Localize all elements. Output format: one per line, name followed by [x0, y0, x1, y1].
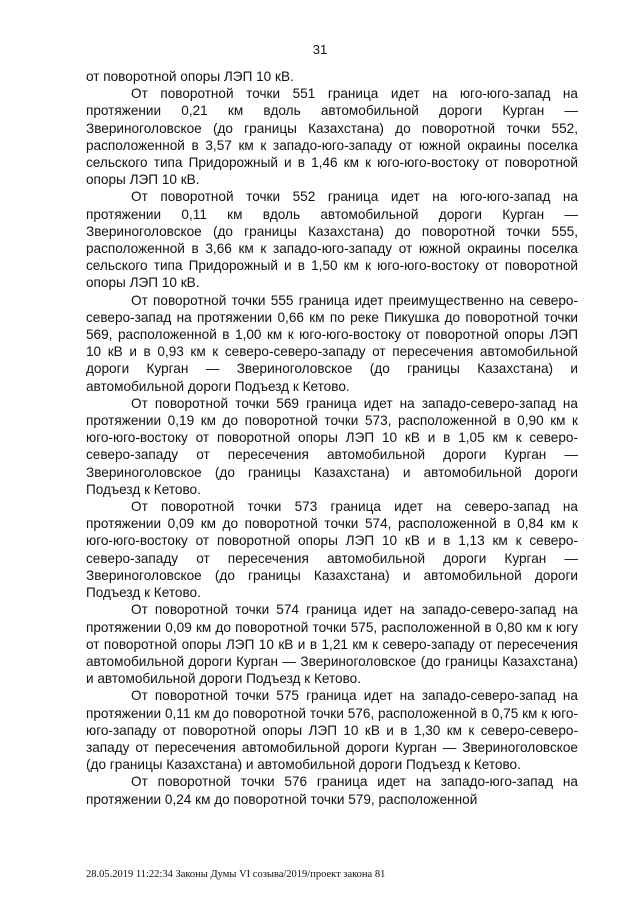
paragraph-point-551: От поворотной точки 551 граница идет на юго-юго-запад на протяжении 0,21 км вдоль автомобильной дороги Курган — Звериноголовское (до границы Казахстана) до поворотной точки 552, расположенной в 3,57 км к западо-юго-западу от южной окраины поселка сельского типа Придорожный и в 1,46 км к юго-юго-востоку от поворотной опоры ЛЭП 10 кВ. [86, 86, 578, 188]
paragraph-point-569: От поворотной точки 569 граница идет на западо-северо-запад на протяжении 0,19 км до поворотной точки 573, расположенной в 0,90 км к юго-юго-востоку от поворотной опоры ЛЭП 10 кВ и в 1,05 км к северо-северо-западу от пересечения автомобильной дороги Курган — Звериноголовское (до границы Казахстана) и автомобильной дороги Подъезд к Кетово. [86, 395, 578, 497]
paragraph-point-552: От поворотной точки 552 граница идет на юго-юго-запад на протяжении 0,11 км вдоль автомобильной дороги Курган — Звериноголовское (до границы Казахстана) до поворотной точки 555, расположенной в 3,66 км к западо-юго-западу от южной окраины поселка сельского типа Придорожный и в 1,50 км к юго-юго-востоку от поворотной опоры ЛЭП 10 кВ. [86, 189, 578, 291]
paragraph-point-576: От поворотной точки 576 граница идет на западо-юго-запад на протяжении 0,24 км до поворотной точки 579, расположенной [86, 774, 578, 807]
paragraph-point-575: От поворотной точки 575 граница идет на западо-северо-запад на протяжении 0,11 км до поворотной точки 576, расположенной в 0,75 км к юго-юго-западу от поворотной опоры ЛЭП 10 кВ и в 1,30 км к северо-северо-западу от пересечения автомобильной дороги Курган — Звериноголовское (до границы Казахстана) и автомобильной дороги Подъезд к Кетово. [86, 688, 578, 773]
paragraph-point-573: От поворотной точки 573 граница идет на северо-запад на протяжении 0,09 км до поворотной точки 574, расположенной в 0,84 км к юго-юго-востоку от поворотной опоры ЛЭП 10 кВ и в 1,13 км к северо-северо-западу от пересечения автомобильной дороги Курган — Звериноголовское (до границы Казахстана) и автомобильной дороги Подъезд к Кетово. [86, 499, 578, 601]
page-number: 31 [312, 42, 328, 57]
paragraph-point-555: От поворотной точки 555 граница идет преимущественно на северо-северо-запад на протяжении 0,66 км по реке Пикушка до поворотной точки 569, расположенной в 1,00 км к юго-юго-востоку от поворотной опоры ЛЭП 10 кВ и в 0,93 км к северо-северо-западу от пересечения автомобильной дороги Курган — Звериноголовское (до границы Казахстана) и автомобильной дороги Подъезд к Кетово. [86, 292, 578, 394]
document-footer: 28.05.2019 11:22:34 Законы Думы VI созыва/2019/проект закона 81 [86, 869, 386, 880]
paragraph-point-574: От поворотной точки 574 граница идет на западо-северо-запад на протяжении 0,09 км до поворотной точки 575, расположенной в 0,80 км к югу от поворотной опоры ЛЭП 10 кВ и в 1,21 км к северо-западу от пересечения автомобильной дороги Курган — Звериноголовское (до границы Казахстана) и автомобильной дороги Подъезд к Кетово. [86, 602, 578, 687]
document-body [86, 68, 578, 808]
paragraph-continuation: от поворотной опоры ЛЭП 10 кВ. [86, 69, 294, 84]
